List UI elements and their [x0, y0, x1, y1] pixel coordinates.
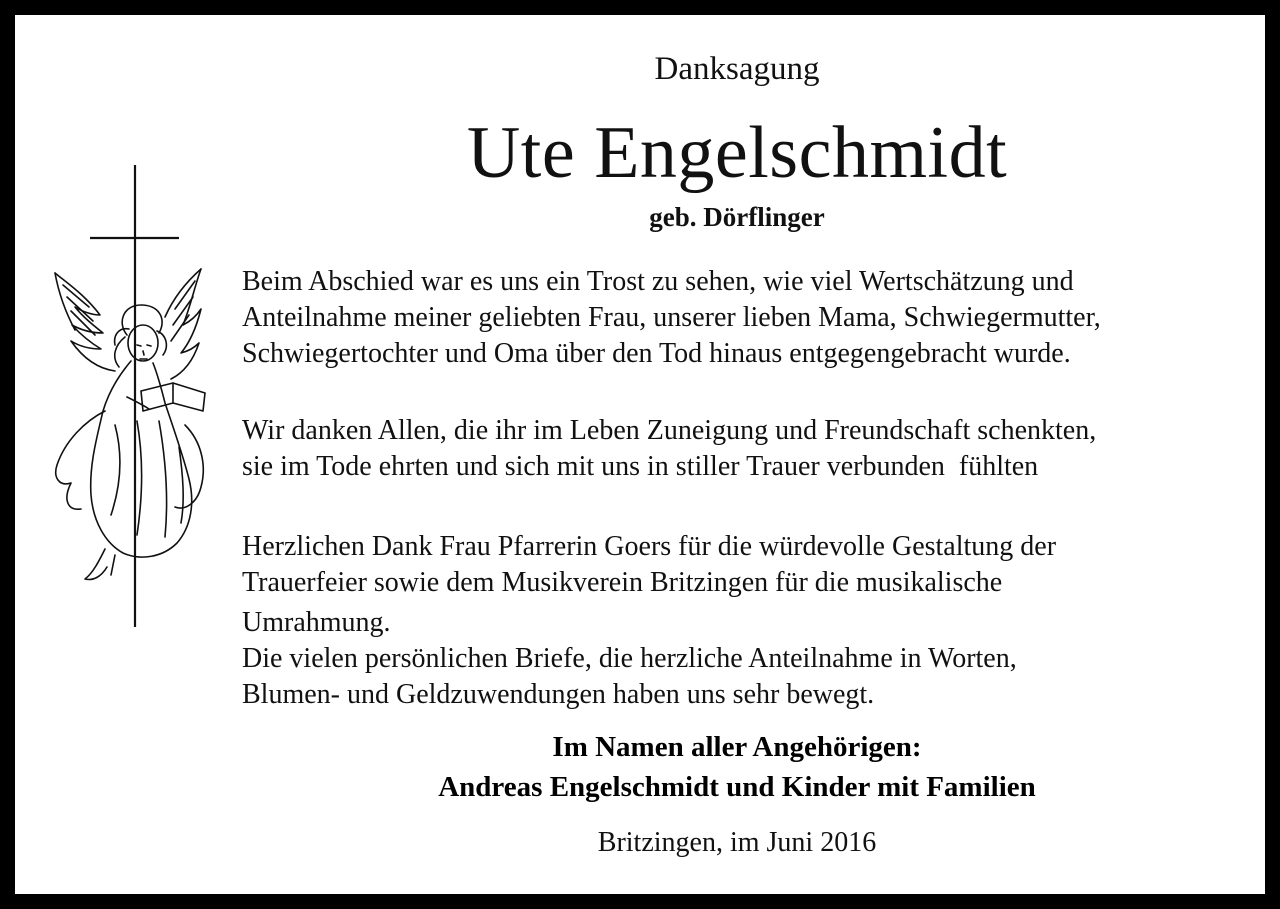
notice-frame — [15, 15, 1265, 894]
thanks-paragraph-1 — [242, 264, 1252, 372]
thanks-paragraph-3 — [242, 529, 1252, 713]
paragraph-line: sie im Tode ehrten und sich mit uns in stiller Trauer verbunden fühlten — [242, 451, 1039, 482]
deceased-name: Ute Engelschmidt — [466, 112, 1008, 194]
paragraph-line: Schwiegertochter und Oma über den Tod hinaus entgegengebracht wurde. — [242, 338, 1071, 369]
closing-line-signatories: Andreas Engelschmidt und Kinder mit Familien — [438, 771, 1036, 803]
paragraph-line: Blumen- und Geldzuwendungen haben uns sehr bewegt. — [242, 679, 875, 710]
paragraph-line: Wir danken Allen, die ihr im Leben Zuneigung und Freundschaft schenkten, — [242, 415, 1097, 446]
notice-heading: Danksagung — [654, 51, 820, 87]
paragraph-line: Beim Abschied war es uns ein Trost zu sehen, wie viel Wertschätzung und — [242, 266, 1074, 297]
place-and-date: Britzingen, im Juni 2016 — [597, 827, 877, 858]
birth-name: geb. Dörflinger — [649, 202, 825, 232]
cross-angel-emblem — [45, 165, 215, 630]
paragraph-line: Anteilnahme meiner geliebten Frau, unserer lieben Mama, Schwiegermutter, — [242, 302, 1101, 333]
thanks-paragraph-2 — [242, 413, 1252, 485]
cross-icon — [90, 165, 179, 627]
angel-icon — [55, 269, 205, 580]
paragraph-line: Trauerfeier sowie dem Musikverein Britzingen für die musikalische — [242, 567, 1003, 598]
paragraph-line: Umrahmung. — [242, 607, 391, 638]
paragraph-line: Die vielen persönlichen Briefe, die herzliche Anteilnahme in Worten, — [242, 643, 1017, 674]
paragraph-line: Herzlichen Dank Frau Pfarrerin Goers für die würdevolle Gestaltung der — [242, 531, 1057, 562]
closing-line-family: Im Namen aller Angehörigen: — [552, 731, 922, 763]
